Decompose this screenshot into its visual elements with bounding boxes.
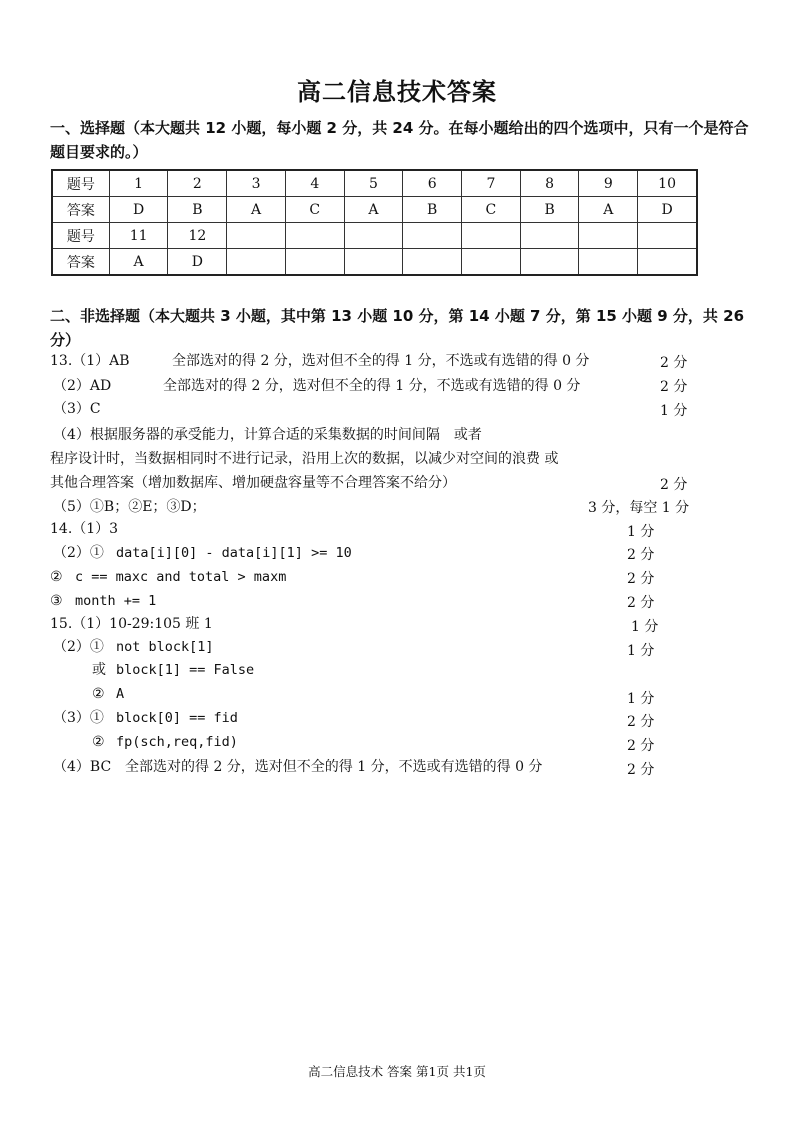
table-cell: 12	[168, 223, 227, 249]
table-cell: C	[285, 197, 344, 223]
answer-table	[51, 169, 698, 276]
q13-5-text: （5）①B；②E；③D；	[53, 499, 206, 515]
row-label: 题号	[52, 170, 109, 197]
q15-3-code: block[0] == fid	[116, 710, 238, 726]
q15-3b-score: 2 分	[627, 738, 655, 754]
q15-3b-prefix: ②	[92, 734, 105, 750]
q13-1-note: 全部选对的得 2 分，选对但不全的得 1 分，不选或有选错的得 0 分	[172, 353, 590, 369]
q13-5-score: 3 分，每空 1 分	[588, 500, 690, 516]
q14-4-code: month += 1	[75, 593, 157, 609]
page-footer: 高二信息技术 答案 第1页 共1页	[308, 1064, 486, 1079]
table-cell: B	[168, 197, 227, 223]
q13-3-score: 1 分	[660, 403, 688, 419]
q15-2-prefix: （2）①	[53, 639, 104, 655]
q13-4-score: 2 分	[660, 477, 688, 493]
table-row	[52, 223, 697, 249]
q13-4-text-line2: 程序设计时，当数据相同时不进行记录，沿用上次的数据，以减少对空间的浪费 或	[50, 451, 559, 467]
table-cell	[403, 223, 462, 249]
q13-2-answer: （2）AD	[53, 378, 112, 394]
q13-2-score: 2 分	[660, 379, 688, 395]
table-cell: 4	[285, 170, 344, 197]
q14-3-code: c == maxc and total > maxm	[75, 569, 287, 585]
table-cell: A	[227, 197, 286, 223]
table-cell: 9	[579, 170, 638, 197]
row-label: 题号	[52, 223, 109, 249]
q15-3-prefix: （3）①	[53, 710, 104, 726]
section1-heading: 一、选择题（本大题共 12 小题，每小题 2 分，共 24 分。在每小题给出的四个选项中，只有一个是符合题目要求的。）	[50, 119, 749, 161]
q13-4-text-line3: 其他合理答案（增加数据库、增加硬盘容量等不合理答案不给分）	[50, 475, 456, 491]
table-cell	[462, 249, 521, 276]
table-cell: 7	[462, 170, 521, 197]
table-row	[52, 170, 697, 197]
table-cell: A	[109, 249, 168, 276]
table-cell	[227, 249, 286, 276]
table-cell	[462, 223, 521, 249]
table-cell	[520, 223, 579, 249]
q14-3-score: 2 分	[627, 571, 655, 587]
table-cell	[579, 223, 638, 249]
section2-heading: 二、非选择题（本大题共 3 小题，其中第 13 小题 10 分，第 14 小题 7 分，第 15 小题 9 分，共 26 分）	[50, 307, 745, 349]
table-cell: 3	[227, 170, 286, 197]
q13-4-text: （4）根据服务器的承受能力，计算合适的采集数据的时间间隔 或者	[53, 427, 482, 443]
q15-2-score: 1 分	[627, 643, 655, 659]
table-cell: 11	[109, 223, 168, 249]
q15-1-answer: 15.（1）10-29:105 班 1	[50, 616, 213, 632]
table-cell	[227, 223, 286, 249]
table-cell: B	[403, 197, 462, 223]
table-cell: A	[344, 197, 403, 223]
table-row	[52, 197, 697, 223]
table-cell	[403, 249, 462, 276]
q14-2-code: data[i][0] - data[i][1] >= 10	[116, 545, 352, 561]
table-cell	[285, 223, 344, 249]
q15-2b-code: block[1] == False	[116, 662, 255, 678]
q14-2-prefix: （2）①	[53, 545, 104, 561]
q15-2c-text: A	[116, 686, 125, 702]
q13-3-answer: （3）C	[53, 401, 101, 417]
table-cell: 6	[403, 170, 462, 197]
table-cell	[344, 223, 403, 249]
table-cell: 5	[344, 170, 403, 197]
page-title: 高二信息技术答案	[297, 78, 497, 106]
table-cell: 8	[520, 170, 579, 197]
q13-1-answer: 13.（1）AB	[50, 353, 130, 369]
table-cell	[520, 249, 579, 276]
table-cell	[285, 249, 344, 276]
table-row	[52, 249, 697, 276]
table-cell: A	[579, 197, 638, 223]
table-cell	[344, 249, 403, 276]
q14-1-score: 1 分	[627, 524, 655, 540]
table-cell: D	[109, 197, 168, 223]
table-cell	[579, 249, 638, 276]
q15-1-score: 1 分	[631, 619, 659, 635]
q15-4-score: 2 分	[627, 762, 655, 778]
table-cell: 10	[638, 170, 697, 197]
row-label: 答案	[52, 249, 109, 276]
q15-4-note: 全部选对的得 2 分，选对但不全的得 1 分，不选或有选错的得 0 分	[125, 759, 543, 775]
q15-2c-prefix: ②	[92, 686, 105, 702]
q13-1-score: 2 分	[660, 355, 688, 371]
q15-3b-code: fp(sch,req,fid)	[116, 734, 238, 750]
table-cell: D	[168, 249, 227, 276]
q14-3-prefix: ②	[50, 569, 63, 585]
q14-1-answer: 14.（1）3	[50, 521, 119, 537]
table-cell: 1	[109, 170, 168, 197]
q15-2-code: not block[1]	[116, 639, 214, 655]
q13-2-note: 全部选对的得 2 分，选对但不全的得 1 分，不选或有选错的得 0 分	[163, 378, 581, 394]
row-label: 答案	[52, 197, 109, 223]
table-cell	[638, 249, 697, 276]
q14-4-prefix: ③	[50, 593, 63, 609]
q14-4-score: 2 分	[627, 595, 655, 611]
q15-2b-prefix: 或	[92, 662, 106, 678]
table-cell: 2	[168, 170, 227, 197]
q15-3-score: 2 分	[627, 714, 655, 730]
table-cell	[638, 223, 697, 249]
table-cell: B	[520, 197, 579, 223]
table-cell: C	[462, 197, 521, 223]
q15-4-answer: （4）BC	[53, 759, 112, 775]
q14-2-score: 2 分	[627, 547, 655, 563]
q15-2c-score: 1 分	[627, 691, 655, 707]
table-cell: D	[638, 197, 697, 223]
